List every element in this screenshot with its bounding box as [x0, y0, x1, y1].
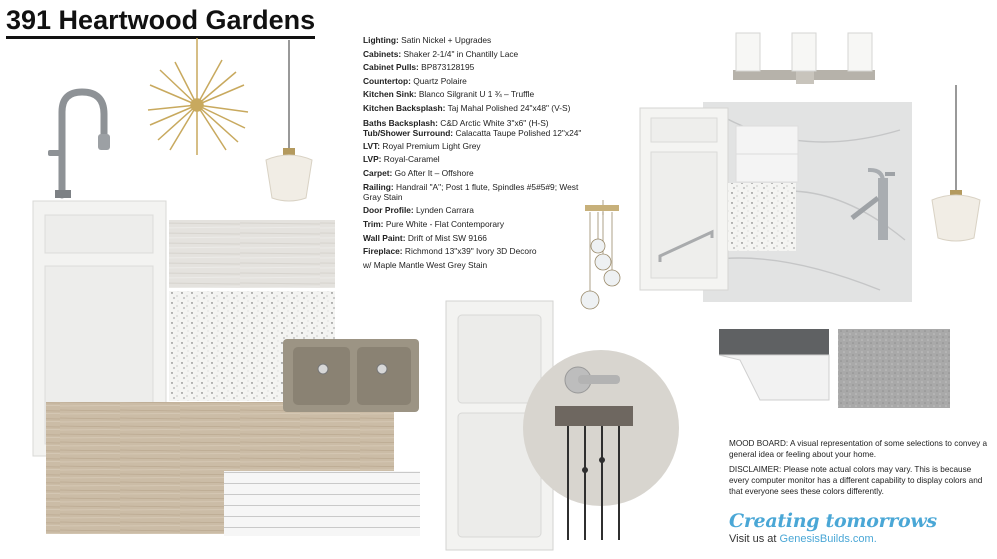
woven-pendant-image — [266, 40, 312, 201]
brand-visit: Visit us at GenesisBuilds.com. — [729, 533, 877, 545]
woven-pendant-right-image — [932, 85, 980, 241]
subway-tile-sample — [224, 471, 420, 536]
carpet-sample — [838, 329, 950, 408]
lvt-sample — [169, 220, 335, 288]
bath-countertop-sample — [728, 183, 796, 251]
spec-row: Cabinets: Shaker 2-1/4" in Chantilly Lace — [363, 48, 519, 59]
brand-url-link[interactable]: GenesisBuilds.com. — [779, 533, 877, 545]
trim-profile-image — [719, 329, 829, 400]
spec-row: Fireplace: Richmond 13"x39" Ivory 3D Decoro — [363, 246, 537, 257]
spec-row: w/ Maple Mantle West Grey Stain — [363, 259, 488, 270]
spec-row: Carpet: Go After It – Offshore — [363, 167, 474, 178]
spec-row: Countertop: Quartz Polaire — [363, 75, 467, 86]
spec-row: Baths Backsplash: C&D Arctic White 3"x6" (H-S) — [363, 117, 549, 128]
spec-row: LVP: Royal-Caramel — [363, 154, 440, 165]
brand-footer — [729, 510, 989, 546]
spec-row: Wall Paint: Drift of Mist SW 9166 — [363, 232, 487, 243]
spec-row: Lighting: Satin Nickel + Upgrades — [363, 35, 492, 45]
mood-board-note: MOOD BOARD: A visual representation of some selections to convey a general idea or feeling about your home. — [729, 439, 988, 459]
spec-row: Tub/Shower Surround: Calacatta Taupe Polished 12"x24" — [363, 127, 582, 138]
spec-row: Cabinet Pulls: BP873128195 — [363, 62, 475, 73]
kitchen-faucet-image — [48, 92, 110, 198]
disclaimer-note: DISCLAIMER: Please note actual colors may vary. This is because every computer monitor has a different capability to display colors and that everyone sees these colors differently. — [729, 465, 983, 496]
page-title: 391 Heartwood Gardens — [6, 4, 315, 39]
spec-row: Kitchen Backsplash: Taj Mahal Polished 24"x48" (V-S) — [363, 102, 571, 113]
sputnik-chandelier-image — [148, 38, 248, 155]
selections-list — [363, 34, 595, 272]
vanity-light-image — [733, 33, 875, 84]
spec-row: Door Profile: Lynden Carrara — [363, 205, 474, 216]
kitchen-sink-image — [283, 339, 419, 412]
bath-tile-sample — [736, 126, 798, 182]
spec-row: Trim: Pure White - Flat Contemporary — [363, 218, 505, 229]
spec-row: Railing: Handrail "A"; Post 1 flute, Spindles #5#5#9; West Gray Stain — [363, 182, 579, 203]
bath-cabinet-image — [640, 108, 728, 290]
brand-tagline: Creating tomorrows — [729, 510, 937, 532]
disclaimer-block — [729, 438, 989, 501]
spec-row: Kitchen Sink: Blanco Silgranit U 1 ¾ – Truffle — [363, 89, 535, 100]
spec-row: LVT: Royal Premium Light Grey — [363, 140, 481, 151]
